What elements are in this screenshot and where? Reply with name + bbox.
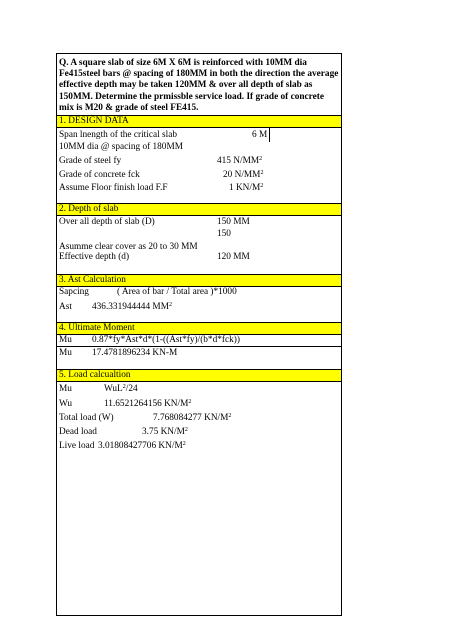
total-load-label: Total load (W) <box>59 413 114 423</box>
calculation-sheet <box>56 53 342 616</box>
ast-header: 3. Ast Calculation <box>57 274 341 287</box>
mu1-label: Mu <box>59 335 72 345</box>
overall-depth-value: 150 MM <box>217 217 250 227</box>
fck-label: Grade of concrete fck <box>59 170 140 180</box>
wu-value: 11.6521264156 $KN/M^2$ <box>104 399 192 409</box>
mu-row-1 <box>57 335 341 347</box>
design-data-header: 1. DESIGN DATA <box>57 115 341 128</box>
live-load-value: 3.01808427706 $KN/M^2$ <box>98 441 186 451</box>
mu1-formula: 0.87*fy*Ast*d*(1-((Ast*fy)/(b*d*fck)) <box>92 335 240 345</box>
fck-value: 20 $N/MM^2$ <box>223 170 264 180</box>
bars-label: 10MM dia @ spacing of 180MM <box>59 142 183 152</box>
effective-depth-label: Effective depth (d) <box>59 252 130 262</box>
load-mu-formula: WuL$^2$/24 <box>104 384 138 394</box>
ast-value: 436.331944444 $MM^2$ <box>92 302 172 312</box>
spacing-formula: ( Area of bar / Total area )*1000 <box>117 287 237 297</box>
span-value: 6 M <box>252 130 268 140</box>
dead-load-value: 3.75 $KN/M^2$ <box>142 427 188 437</box>
spacing-label: Sapcing <box>59 287 89 297</box>
live-load-label: Live load <box>59 441 95 451</box>
depth-header: 2. Depth of slab <box>57 203 341 216</box>
effective-depth-value: 120 MM <box>217 252 250 262</box>
load-mu-label: Mu <box>59 384 72 394</box>
floor-finish-label: Assume Floor finish load F.F <box>59 183 168 193</box>
fy-value: 415 $N/MM^2$ <box>217 156 263 166</box>
wu-label: Wu <box>59 399 73 409</box>
floor-finish-value: 1 $KN/M^2$ <box>229 183 264 193</box>
load-header: 5. Load calcualtion <box>57 369 341 382</box>
overall-depth-label: Over all depth of slab (D) <box>59 217 155 227</box>
cell-divider <box>269 128 270 142</box>
moment-header: 4. Ultimate Moment <box>57 322 341 335</box>
dead-load-label: Dead load <box>59 427 97 437</box>
ast-label: Ast <box>59 302 72 312</box>
cover-label: Asumme clear cover as 20 to 30 MM <box>59 242 198 252</box>
total-load-value: 7.768084277 $KN/M^2$ <box>153 413 232 423</box>
overall-depth-value-2: 150 <box>217 229 231 239</box>
fy-label: Grade of steel fy <box>59 156 122 166</box>
mu2-label: Mu <box>59 348 72 358</box>
mu2-value: 17.4781896234 KN-M <box>92 348 178 358</box>
question-text: Q. A square slab of size 6M X 6M is reinforced with 10MM dia Fe415steel bars @ spacing of 180MM in both the direction the average effective depth may be taken 120MM & over all depth of slab as 150MM. Determine the prmissble service load. If grade of concrete mix is M20 & grade of steel FE415. <box>59 58 339 113</box>
span-label: Span lnength of the critical slab <box>59 130 177 140</box>
